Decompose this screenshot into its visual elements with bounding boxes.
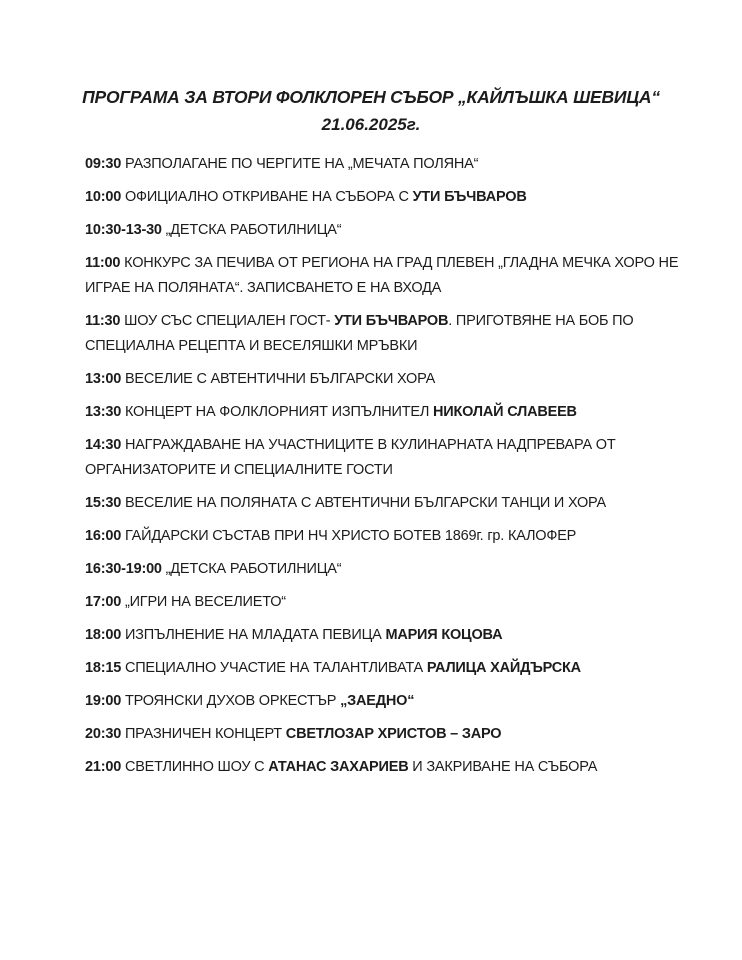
entry-text-segment: ШОУ СЪС СПЕЦИАЛЕН ГОСТ- [124,313,335,329]
entry-text-segment: ПРАЗНИЧЕН КОНЦЕРТ [124,726,286,742]
entry-text-segment: МАРИЯ КОЦОВА [385,627,503,643]
schedule-entry [85,557,685,582]
entry-text-segment: ТРОЯНСКИ ДУХОВ ОРКЕСТЪР [124,693,341,709]
document-date: 21.06.2025г. [321,115,421,134]
schedule-entry [85,755,685,780]
entry-time: 13:30 [85,404,122,420]
schedule-entry [85,623,685,648]
entry-time: 10:30-13-30 [85,222,162,238]
entry-time: 09:30 [85,156,122,172]
entry-time: 19:00 [85,693,122,709]
schedule-entry [85,367,685,392]
entry-text-segment: И ЗАКРИВАНЕ НА СЪБОРА [408,759,598,775]
schedule-entry [85,433,685,483]
entry-text-segment: УТИ БЪЧВАРОВ [412,189,527,205]
entry-text-segment: АТАНАС ЗАХАРИЕВ [268,759,409,775]
entry-time: 13:00 [85,371,122,387]
entry-time: 16:00 [85,528,122,544]
schedule-entry [85,590,685,615]
entry-text-segment: „ДЕТСКА РАБОТИЛНИЦА“ [165,561,342,577]
entry-text-segment: ВЕСЕЛИЕ С АВТЕНТИЧНИ БЪЛГАРСКИ ХОРА [124,371,436,387]
entry-text-segment: ОФИЦИАЛНО ОТКРИВАНЕ НА СЪБОРА С [124,189,413,205]
entry-text-segment: СПЕЦИАЛНО УЧАСТИЕ НА ТАЛАНТЛИВАТА [124,660,427,676]
entry-time: 15:30 [85,495,122,511]
entry-text-segment: СВЕТЛОЗАР ХРИСТОВ – ЗАРО [285,726,502,742]
entry-text-segment: . ПРИГОТВЯНЕ НА БОБ ПО СПЕЦИАЛНА РЕЦЕПТА И ВЕСЕЛЯШКИ МРЪВКИ [85,313,634,354]
entry-text-segment: НАГРАЖДАВАНЕ НА УЧАСТНИЦИТЕ В КУЛИНАРНАТА НАДПРЕВАРА ОТ ОРГАНИЗАТОРИТЕ И СПЕЦИАЛНИТЕ ГОСТИ [85,437,616,478]
schedule-entry [85,152,685,177]
document-title: ПРОГРАМА ЗА ВТОРИ ФОЛКЛОРЕН СЪБОР „КАЙЛЪШКА ШЕВИЦА“ [82,87,660,107]
entry-time: 16:30-19:00 [85,561,162,577]
entry-text-segment: ИЗПЪЛНЕНИЕ НА МЛАДАТА ПЕВИЦА [124,627,386,643]
entry-text-segment: КОНКУРС ЗА ПЕЧИВА ОТ РЕГИОНА НА ГРАД ПЛЕВЕН „ГЛАДНА МЕЧКА ХОРО НЕ ИГРАЕ НА ПОЛЯНАТА“. ЗАПИСВАНЕТО Е НА ВХОДА [85,255,679,296]
schedule-list [85,152,685,780]
schedule-entry [85,524,685,549]
entry-text-segment: НИКОЛАЙ СЛАВЕЕВ [433,404,577,420]
entry-text-segment: „ДЕТСКА РАБОТИЛНИЦА“ [165,222,342,238]
entry-text-segment: УТИ БЪЧВАРОВ [334,313,449,329]
entry-time: 18:00 [85,627,122,643]
entry-text-segment: РАЛИЦА ХАЙДЪРСКА [426,660,581,676]
entry-time: 18:15 [85,660,122,676]
entry-text-segment: КОНЦЕРТ НА ФОЛКЛОРНИЯТ ИЗПЪЛНИТЕЛ [124,404,434,420]
entry-time: 10:00 [85,189,122,205]
schedule-entry [85,491,685,516]
entry-text-segment: ГАЙДАРСКИ СЪСТАВ ПРИ НЧ ХРИСТО БОТЕВ 1869г. гр. КАЛОФЕР [124,528,577,544]
schedule-entry [85,218,685,243]
entry-text-segment: СВЕТЛИННО ШОУ С [124,759,269,775]
entry-text-segment: РАЗПОЛАГАНЕ ПО ЧЕРГИТЕ НА „МЕЧАТА ПОЛЯНА“ [124,156,479,172]
schedule-entry [85,400,685,425]
schedule-entry [85,185,685,210]
schedule-entry [85,309,685,359]
schedule-entry [85,689,685,714]
entry-time: 14:30 [85,437,122,453]
entry-text-segment: „ИГРИ НА ВЕСЕЛИЕТО“ [124,594,286,610]
schedule-entry [85,251,685,301]
entry-time: 11:00 [85,255,121,271]
schedule-entry [85,722,685,747]
entry-time: 21:00 [85,759,122,775]
entry-time: 11:30 [85,313,121,329]
entry-time: 20:30 [85,726,122,742]
entry-text-segment: ВЕСЕЛИЕ НА ПОЛЯНАТА С АВТЕНТИЧНИ БЪЛГАРСКИ ТАНЦИ И ХОРА [124,495,607,511]
entry-time: 17:00 [85,594,122,610]
entry-text-segment: „ЗАЕДНО“ [340,693,415,709]
document-header [0,0,742,138]
schedule-entry [85,656,685,681]
